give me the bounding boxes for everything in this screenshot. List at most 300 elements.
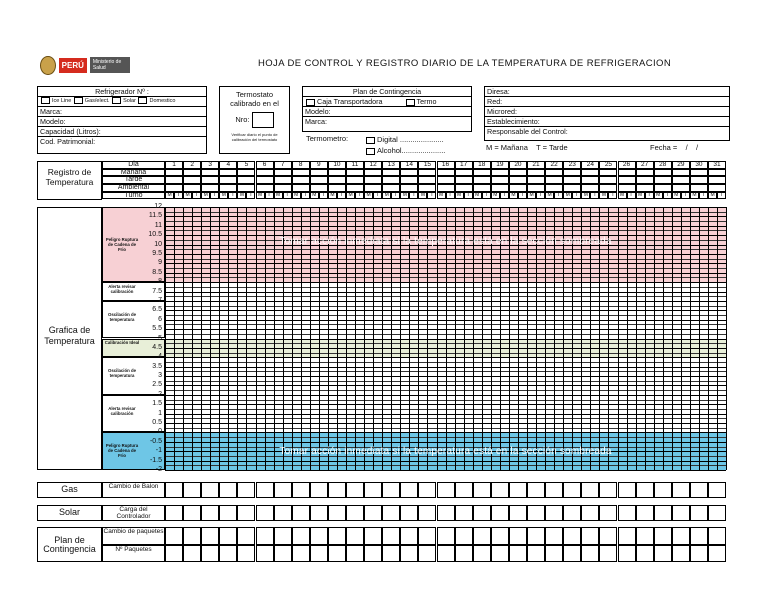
bottom-entry-cell[interactable]	[708, 545, 726, 563]
turno-m-label: M	[457, 191, 462, 198]
turno-t-label: T	[213, 191, 217, 198]
reading-cell[interactable]	[599, 169, 617, 177]
day-number: 9	[317, 161, 321, 168]
reading-cell[interactable]	[256, 169, 274, 177]
bottom-entry-cell[interactable]	[328, 505, 346, 521]
bottom-entry-cell[interactable]	[274, 545, 292, 563]
bottom-entry-cell[interactable]	[690, 505, 708, 521]
turno-m-label: M	[420, 191, 425, 198]
reading-cell[interactable]	[183, 169, 201, 177]
reading-cell[interactable]	[418, 169, 436, 177]
bottom-entry-cell[interactable]	[183, 482, 201, 498]
bottom-entry-cell[interactable]	[437, 505, 455, 521]
turno-m-label: M	[185, 191, 190, 198]
bottom-entry-cell[interactable]	[400, 482, 418, 498]
reading-cell[interactable]	[599, 176, 617, 184]
bottom-entry-cell[interactable]	[256, 505, 274, 521]
reading-cell[interactable]	[310, 176, 328, 184]
reading-cell[interactable]	[165, 176, 183, 184]
scale-label: 0.5	[152, 419, 162, 427]
reading-cell[interactable]	[690, 169, 708, 177]
bottom-entry-cell[interactable]	[545, 505, 563, 521]
bottom-entry-cell[interactable]	[256, 527, 274, 545]
grafica-title: Grafica de Temperatura	[44, 324, 95, 346]
reading-cell[interactable]	[563, 176, 581, 184]
reading-cell[interactable]	[328, 169, 346, 177]
reading-cell[interactable]	[346, 169, 364, 177]
bottom-entry-cell[interactable]	[599, 545, 617, 563]
day-number: 5	[244, 161, 249, 168]
bottom-entry-cell[interactable]	[382, 482, 400, 498]
establecimiento-field[interactable]: Establecimiento:	[485, 117, 729, 127]
page-title: HOJA DE CONTROL Y REGISTRO DIARIO DE LA TEMPERATURA DE REFRIGERACION	[258, 58, 672, 69]
scale-label: 2.5	[152, 381, 162, 389]
reading-cell[interactable]	[491, 176, 509, 184]
turno-m-label: M	[221, 191, 226, 198]
turno-t-label: T	[701, 191, 705, 198]
bottom-entry-cell[interactable]	[455, 505, 473, 521]
reading-cell[interactable]	[672, 176, 690, 184]
day-number: 12	[369, 161, 377, 168]
reading-cell[interactable]	[473, 169, 491, 177]
bottom-entry-cell[interactable]	[437, 527, 455, 545]
reading-cell[interactable]	[256, 176, 274, 184]
reading-cell[interactable]	[274, 169, 292, 177]
turno-t-label: T	[683, 191, 687, 198]
bottom-entry-cell[interactable]	[509, 545, 527, 563]
checkbox-alcohol[interactable]	[366, 148, 375, 155]
reading-cell[interactable]	[491, 169, 509, 177]
bottom-entry-cell[interactable]	[418, 527, 436, 545]
bottom-entry-cell[interactable]	[346, 505, 364, 521]
bottom-entry-cell[interactable]	[636, 545, 654, 563]
scale-label: 10.5	[148, 231, 162, 239]
bottom-entry-cell[interactable]	[183, 527, 201, 545]
bottom-entry-cell[interactable]	[219, 482, 237, 498]
bottom-entry-cell[interactable]	[418, 545, 436, 563]
bottom-entry-cell[interactable]	[708, 482, 726, 498]
bottom-entry-cell[interactable]	[708, 505, 726, 521]
reading-cell[interactable]	[274, 176, 292, 184]
turno-t-label: T	[376, 191, 380, 198]
turno-t-label: T	[575, 191, 579, 198]
scale-label: 6	[158, 315, 162, 323]
checkbox-digital[interactable]	[366, 137, 375, 144]
bottom-entry-cell[interactable]	[491, 505, 509, 521]
scale-label: 6.5	[152, 306, 162, 314]
bottom-entry-cell[interactable]	[219, 527, 237, 545]
bottom-entry-cell[interactable]	[165, 545, 183, 563]
reading-cell[interactable]	[618, 176, 636, 184]
plan-modelo-field[interactable]: Modelo:	[303, 107, 471, 117]
bottom-entry-cell[interactable]	[545, 527, 563, 545]
day-number: 24	[586, 161, 594, 168]
bottom-entry-cell[interactable]	[581, 527, 599, 545]
bottom-entry-cell[interactable]	[219, 545, 237, 563]
fecha-field[interactable]: Fecha = / /	[650, 143, 699, 152]
bottom-entry-cell[interactable]	[563, 482, 581, 498]
zone-label: Peligro Ruptura de Cadena de Frio	[105, 443, 139, 459]
day-number: 7	[280, 161, 285, 168]
day-number: 20	[514, 161, 522, 168]
reading-cell[interactable]	[545, 176, 563, 184]
day-number: 3	[208, 161, 213, 168]
bottom-entry-cell[interactable]	[201, 545, 219, 563]
bottom-entry-cell[interactable]	[418, 482, 436, 498]
reading-cell[interactable]	[618, 169, 636, 177]
reading-cell[interactable]	[201, 169, 219, 177]
reading-cell[interactable]	[219, 169, 237, 177]
bottom-entry-cell[interactable]	[310, 545, 328, 563]
bottom-entry-cell[interactable]	[654, 482, 672, 498]
bottom-entry-cell[interactable]	[292, 527, 310, 545]
day-number: 25	[604, 161, 613, 168]
bottom-entry-cell[interactable]	[581, 545, 599, 563]
bottom-entry-cell[interactable]	[183, 505, 201, 521]
day-number: 29	[677, 161, 685, 168]
reading-cell[interactable]	[310, 169, 328, 177]
turno-m-label: M	[547, 191, 552, 198]
bottom-entry-cell[interactable]	[400, 545, 418, 563]
marca-field[interactable]: Marca:	[38, 107, 206, 117]
reading-cell[interactable]	[636, 176, 654, 184]
reading-cell[interactable]	[201, 176, 219, 184]
checkbox-solar[interactable]	[112, 97, 121, 104]
bottom-entry-cell[interactable]	[708, 527, 726, 545]
bottom-entry-cell[interactable]	[527, 527, 545, 545]
reading-cell[interactable]	[581, 176, 599, 184]
reading-cell[interactable]	[364, 169, 382, 177]
reading-cell[interactable]	[636, 169, 654, 177]
reading-cell[interactable]	[672, 169, 690, 177]
bottom-entry-cell[interactable]	[672, 527, 690, 545]
bottom-entry-cell[interactable]	[382, 545, 400, 563]
bottom-entry-cell[interactable]	[636, 482, 654, 498]
bottom-entry-cell[interactable]	[527, 482, 545, 498]
bottom-entry-cell[interactable]	[654, 527, 672, 545]
reading-cell[interactable]	[455, 176, 473, 184]
termostato-note: Verificar diario el punto de calibración del termostato	[231, 132, 278, 142]
bottom-entry-cell[interactable]	[237, 527, 255, 545]
bottom-entry-cell[interactable]	[636, 505, 654, 521]
reading-cell[interactable]	[183, 176, 201, 184]
turno-t-label: T	[520, 191, 524, 198]
bottom-entry-cell[interactable]	[418, 505, 436, 521]
reading-cell[interactable]	[527, 169, 545, 177]
bottom-entry-cell[interactable]	[201, 527, 219, 545]
reading-cell[interactable]	[237, 176, 255, 184]
reading-cell[interactable]	[563, 169, 581, 177]
reading-cell[interactable]	[545, 169, 563, 177]
bottom-entry-cell[interactable]	[473, 545, 491, 563]
turno-m-label: M	[239, 191, 244, 198]
scale-label: 3	[158, 372, 162, 380]
reading-cell[interactable]	[509, 169, 527, 177]
bottom-entry-cell[interactable]	[473, 482, 491, 498]
bottom-entry-cell[interactable]	[509, 482, 527, 498]
bottom-entry-cell[interactable]	[201, 505, 219, 521]
diresa-box	[484, 86, 730, 141]
microred-field[interactable]: Microred:	[485, 107, 729, 117]
bottom-entry-cell[interactable]	[473, 527, 491, 545]
bottom-entry-cell[interactable]	[563, 545, 581, 563]
bottom-entry-cell[interactable]	[618, 545, 636, 563]
zone-label: Oscilación de temperatura	[108, 368, 136, 379]
turno-m-label: M	[619, 191, 625, 198]
responsable-field[interactable]: Responsable del Control:	[487, 127, 568, 136]
reading-cell[interactable]	[708, 169, 726, 177]
bottom-entry-cell[interactable]	[256, 545, 274, 563]
reading-cell[interactable]	[418, 176, 436, 184]
bottom-entry-cell[interactable]	[274, 527, 292, 545]
bottom-entry-cell[interactable]	[509, 527, 527, 545]
zone-label: Alerta revisar calibración	[108, 283, 136, 294]
reading-cell[interactable]	[346, 176, 364, 184]
bottom-entry-cell[interactable]	[581, 482, 599, 498]
bottom-entry-cell[interactable]	[690, 527, 708, 545]
scale-label: 2	[158, 390, 162, 398]
bottom-entry-cell[interactable]	[364, 527, 382, 545]
bottom-entry-cell[interactable]	[455, 482, 473, 498]
bottom-entry-cell[interactable]	[201, 482, 219, 498]
reading-cell[interactable]	[581, 169, 599, 177]
bottom-entry-cell[interactable]	[219, 505, 237, 521]
checkbox-gas-elect[interactable]	[74, 97, 83, 104]
bottom-entry-cell[interactable]	[455, 527, 473, 545]
scale-label: 8.5	[152, 268, 162, 276]
bottom-entry-cell[interactable]	[545, 482, 563, 498]
reading-cell[interactable]	[654, 169, 672, 177]
bottom-entry-cell[interactable]	[581, 505, 599, 521]
termometro-label: Termometro:	[306, 134, 349, 143]
bottom-entry-cell[interactable]	[437, 482, 455, 498]
registro-row-label-text: Tarde	[124, 176, 143, 184]
turno-t-label: T	[231, 191, 235, 198]
turno-m-label: M	[167, 191, 172, 198]
scale-label: 10	[154, 240, 162, 248]
bottom-row-label: Carga del Controlador	[116, 506, 151, 520]
turno-m-label: M	[583, 191, 588, 198]
bottom-entry-cell[interactable]	[527, 505, 545, 521]
reading-cell[interactable]	[473, 176, 491, 184]
bottom-entry-cell[interactable]	[328, 527, 346, 545]
registro-title: Registro de Temperatura	[45, 167, 94, 187]
refrigerador-box	[37, 86, 207, 154]
turno-m-label: M	[438, 191, 444, 198]
reading-cell[interactable]	[400, 169, 418, 177]
day-number: 16	[441, 161, 450, 168]
termostato-box	[219, 86, 290, 154]
diresa-field[interactable]: Diresa:	[485, 87, 729, 97]
turno-t-label: T	[303, 191, 307, 198]
reading-cell[interactable]	[219, 176, 237, 184]
reading-cell[interactable]	[654, 176, 672, 184]
termostato-line1: Termostato	[235, 90, 274, 99]
bottom-entry-cell[interactable]	[328, 545, 346, 563]
bottom-entry-cell[interactable]	[654, 545, 672, 563]
bottom-entry-cell[interactable]	[328, 482, 346, 498]
turno-t-label: T	[647, 191, 651, 198]
bottom-entry-cell[interactable]	[599, 482, 617, 498]
bottom-entry-cell[interactable]	[382, 527, 400, 545]
bottom-entry-cell[interactable]	[292, 505, 310, 521]
zone-label: Alerta revisar calibración	[108, 405, 136, 416]
plan-marca-field[interactable]: Marca:	[305, 117, 327, 126]
reading-cell[interactable]	[292, 176, 310, 184]
bottom-entry-cell[interactable]	[690, 482, 708, 498]
turno-t-label: T	[339, 191, 343, 198]
reading-cell[interactable]	[328, 176, 346, 184]
turno-m-label: M	[710, 191, 715, 198]
bottom-entry-cell[interactable]	[165, 505, 183, 521]
reading-cell[interactable]	[690, 176, 708, 184]
bottom-entry-cell[interactable]	[618, 482, 636, 498]
day-number: 14	[405, 161, 413, 168]
scale-label: 5.5	[152, 325, 162, 333]
cod-patrimonial-field[interactable]: Cod. Patrimonial:	[40, 137, 96, 146]
reading-cell[interactable]	[364, 176, 382, 184]
bottom-entry-cell[interactable]	[310, 482, 328, 498]
bottom-entry-cell[interactable]	[183, 545, 201, 563]
termostato-nro-input[interactable]	[252, 112, 274, 128]
bottom-entry-cell[interactable]	[346, 545, 364, 563]
bottom-entry-cell[interactable]	[364, 545, 382, 563]
bottom-entry-cell[interactable]	[491, 482, 509, 498]
bottom-entry-cell[interactable]	[237, 482, 255, 498]
turno-t-label: T	[412, 191, 416, 198]
reading-cell[interactable]	[165, 169, 183, 177]
turno-t-label: T	[665, 191, 669, 198]
reading-cell[interactable]	[382, 176, 400, 184]
reading-cell[interactable]	[708, 176, 726, 184]
zone-label: Oscilación de temperatura	[108, 311, 136, 322]
day-number: 18	[478, 161, 486, 168]
bottom-entry-cell[interactable]	[400, 527, 418, 545]
bottom-entry-cell[interactable]	[527, 545, 545, 563]
turno-t-label: T	[430, 191, 434, 198]
turno-t-label: T	[394, 191, 398, 198]
day-number: 23	[568, 161, 576, 168]
bottom-entry-cell[interactable]	[563, 505, 581, 521]
bottom-section-title: Gas	[61, 484, 78, 494]
scale-label: 12	[154, 203, 162, 210]
reading-cell[interactable]	[237, 169, 255, 177]
checkbox-ice-line[interactable]	[41, 97, 50, 104]
bottom-entry-cell[interactable]	[618, 505, 636, 521]
reading-cell[interactable]	[382, 169, 400, 177]
bottom-entry-cell[interactable]	[382, 505, 400, 521]
bottom-entry-cell[interactable]	[672, 505, 690, 521]
bottom-entry-cell[interactable]	[364, 505, 382, 521]
turno-m-label: M	[493, 191, 498, 198]
bottom-entry-cell[interactable]	[545, 545, 563, 563]
reading-cell[interactable]	[527, 176, 545, 184]
modelo-field[interactable]: Modelo:	[38, 117, 206, 127]
bottom-entry-cell[interactable]	[491, 527, 509, 545]
turno-m-label: M	[384, 191, 389, 198]
bottom-entry-cell[interactable]	[672, 545, 690, 563]
bottom-entry-cell[interactable]	[165, 482, 183, 498]
day-number: 26	[622, 161, 631, 168]
bottom-entry-cell[interactable]	[599, 527, 617, 545]
turno-t-label: T	[629, 191, 633, 198]
checkbox-caja[interactable]	[306, 99, 315, 106]
bottom-entry-cell[interactable]	[346, 482, 364, 498]
bottom-entry-cell[interactable]	[455, 545, 473, 563]
bottom-entry-cell[interactable]	[237, 505, 255, 521]
bottom-entry-cell[interactable]	[274, 482, 292, 498]
bottom-entry-cell[interactable]	[473, 505, 491, 521]
bottom-entry-cell[interactable]	[599, 505, 617, 521]
bottom-entry-cell[interactable]	[491, 545, 509, 563]
day-number: 2	[190, 161, 194, 168]
reading-cell[interactable]	[509, 176, 527, 184]
bottom-entry-cell[interactable]	[346, 527, 364, 545]
turno-m-label: M	[511, 191, 516, 198]
registro-row-label-text: Dia	[128, 161, 139, 168]
termometro-alcohol: Alcohol.....................	[365, 146, 445, 155]
bottom-entry-cell[interactable]	[237, 545, 255, 563]
reading-cell[interactable]	[437, 176, 455, 184]
capacidad-field[interactable]: Capacidad (Litros):	[38, 127, 206, 137]
day-number: 6	[262, 161, 267, 168]
reading-cell[interactable]	[455, 169, 473, 177]
bottom-entry-cell[interactable]	[509, 505, 527, 521]
scale-label: -0.5	[149, 437, 162, 445]
scale-label: 7	[158, 296, 162, 304]
turno-m-label: M	[203, 191, 208, 198]
bottom-entry-cell[interactable]	[636, 527, 654, 545]
bottom-entry-cell[interactable]	[165, 527, 183, 545]
turno-t-label: T	[502, 191, 506, 198]
scale-label: 4	[158, 353, 162, 361]
day-number: 15	[423, 161, 432, 168]
red-field[interactable]: Red:	[485, 97, 729, 107]
bottom-entry-cell[interactable]	[672, 482, 690, 498]
checkbox-termo[interactable]	[406, 99, 415, 106]
scale-label: 7.5	[152, 287, 162, 295]
termometro-digital: Digital .....................	[365, 135, 444, 144]
bottom-entry-cell[interactable]	[364, 482, 382, 498]
bottom-entry-cell[interactable]	[618, 527, 636, 545]
bottom-entry-cell[interactable]	[310, 527, 328, 545]
bottom-entry-cell[interactable]	[654, 505, 672, 521]
turno-m-label: M	[330, 191, 335, 198]
checkbox-domestico[interactable]	[138, 97, 147, 104]
bottom-entry-cell[interactable]	[400, 505, 418, 521]
bottom-entry-cell[interactable]	[292, 545, 310, 563]
reading-cell[interactable]	[437, 169, 455, 177]
bottom-entry-cell[interactable]	[563, 527, 581, 545]
day-number: 1	[172, 161, 176, 168]
reading-cell[interactable]	[292, 169, 310, 177]
scale-label: 8	[158, 278, 162, 286]
day-number: 27	[641, 161, 649, 168]
bottom-entry-cell[interactable]	[310, 505, 328, 521]
bottom-entry-cell[interactable]	[274, 505, 292, 521]
registro-row-label-text: Mañana	[120, 168, 147, 176]
turno-m-label: M	[294, 191, 299, 198]
bottom-entry-cell[interactable]	[437, 545, 455, 563]
turno-m-label: M	[692, 191, 697, 198]
bottom-entry-cell[interactable]	[292, 482, 310, 498]
reading-cell[interactable]	[400, 176, 418, 184]
turno-t-label: T	[195, 191, 199, 198]
bottom-entry-cell[interactable]	[256, 482, 274, 498]
termostato-line2: calibrado en el	[230, 99, 279, 108]
grid-hline	[165, 470, 726, 471]
bottom-entry-cell[interactable]	[690, 545, 708, 563]
